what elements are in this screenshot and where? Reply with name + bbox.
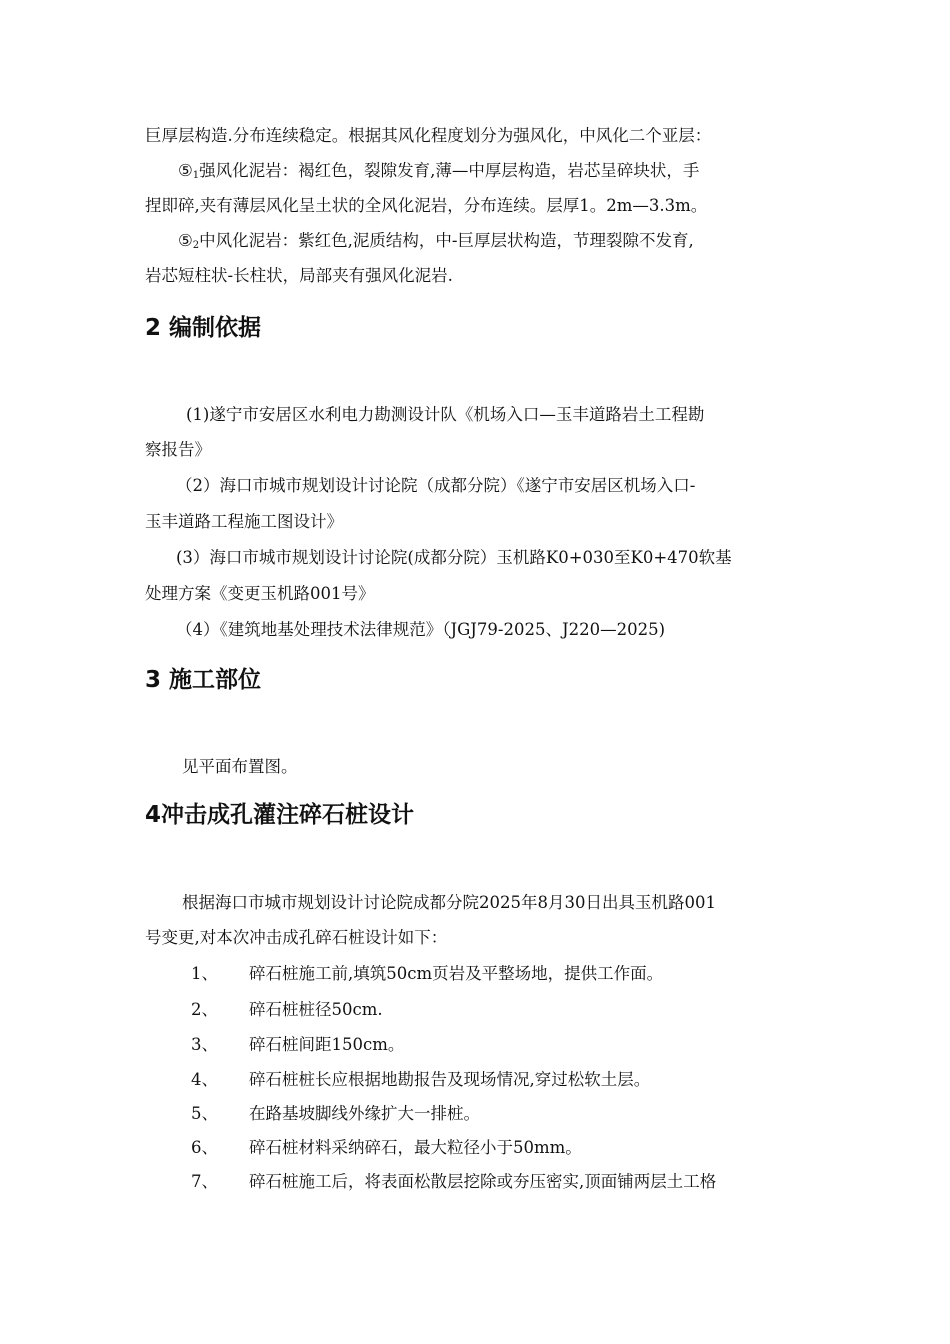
list-item bbox=[191, 962, 663, 986]
list-number: 4、 bbox=[191, 1070, 218, 1089]
layer-marker: ⑤ bbox=[178, 161, 193, 180]
list-text: 碎石桩桩长应根据地勘报告及现场情况,穿过松软土层。 bbox=[249, 1070, 651, 1089]
list-text: 碎石桩施工后，将表面松散层挖除或夯压密实,顶面铺两层土工格 bbox=[249, 1172, 717, 1191]
list-text: 在路基坡脚线外缘扩大一排桩。 bbox=[249, 1104, 480, 1123]
paragraph-line: 巨厚层构造.分布连续稳定。根据其风化程度划分为强风化，中风化二个亚层： bbox=[145, 126, 712, 145]
list-number: 3、 bbox=[191, 1035, 218, 1054]
list-item bbox=[191, 1136, 582, 1160]
reference-item: 处理方案《变更玉机路001号》 bbox=[145, 584, 375, 603]
section-heading: 3 施工部位 bbox=[145, 667, 262, 693]
section-heading: 2 编制依据 bbox=[145, 315, 262, 341]
list-number: 5、 bbox=[191, 1104, 218, 1123]
paragraph-line: 根据海口市城市规划设计讨论院成都分院2025年8月30日出具玉机路001 bbox=[182, 893, 716, 912]
reference-item: 玉丰道路工程施工图设计》 bbox=[145, 512, 343, 531]
list-number: 6、 bbox=[191, 1138, 218, 1157]
paragraph-line: 捏即碎,夹有薄层风化呈土状的全风化泥岩，分布连续。层厚1。2m—3.3m。 bbox=[145, 196, 708, 215]
paragraph-text: 强风化泥岩：褐红色，裂隙发育,薄—中厚层构造，岩芯呈碎块状，手 bbox=[199, 161, 700, 180]
layer-marker: ⑤ bbox=[178, 231, 193, 250]
list-text: 碎石桩间距150cm。 bbox=[249, 1035, 405, 1054]
list-item bbox=[191, 1170, 716, 1194]
list-item bbox=[191, 1033, 404, 1057]
list-item bbox=[191, 1068, 650, 1092]
list-number: 7、 bbox=[191, 1172, 218, 1191]
paragraph-line: 见平面布置图。 bbox=[182, 757, 298, 776]
list-item bbox=[191, 1102, 480, 1126]
list-text: 碎石桩施工前,填筑50cm页岩及平整场地，提供工作面。 bbox=[249, 964, 664, 983]
list-text: 碎石桩桩径50cm. bbox=[249, 1000, 383, 1019]
layer-subscript: 1 bbox=[192, 170, 200, 181]
reference-item: （2）海口市城市规划设计讨论院（成都分院）《遂宁市安居区机场入口- bbox=[176, 476, 696, 495]
reference-item: (1)遂宁市安居区水利电力勘测设计队《机场入口—玉丰道路岩土工程勘 bbox=[186, 405, 705, 424]
section-heading: 4冲击成孔灌注碎石桩设计 bbox=[145, 802, 415, 828]
paragraph-text: 中风化泥岩：紫红色,泥质结构，中-巨厚层状构造，节理裂隙不发育, bbox=[199, 231, 694, 250]
list-number: 1、 bbox=[191, 964, 218, 983]
list-text: 碎石桩材料采纳碎石，最大粒径小于50mm。 bbox=[249, 1138, 582, 1157]
reference-item: (3）海口市城市规划设计讨论院(成都分院）玉机路K0+030至K0+470软基 bbox=[176, 548, 732, 567]
reference-item: （4）《建筑地基处理技术法律规范》（JGJ79-2025、J220—2025) bbox=[176, 620, 666, 639]
list-item bbox=[191, 998, 383, 1022]
paragraph-line bbox=[178, 229, 694, 258]
paragraph-line bbox=[178, 159, 699, 188]
layer-subscript: 2 bbox=[192, 240, 200, 251]
list-number: 2、 bbox=[191, 1000, 218, 1019]
paragraph-line: 号变更,对本次冲击成孔碎石桩设计如下： bbox=[145, 928, 448, 947]
paragraph-line: 岩芯短柱状-长柱状，局部夹有强风化泥岩. bbox=[145, 266, 453, 285]
reference-item: 察报告》 bbox=[145, 440, 211, 459]
